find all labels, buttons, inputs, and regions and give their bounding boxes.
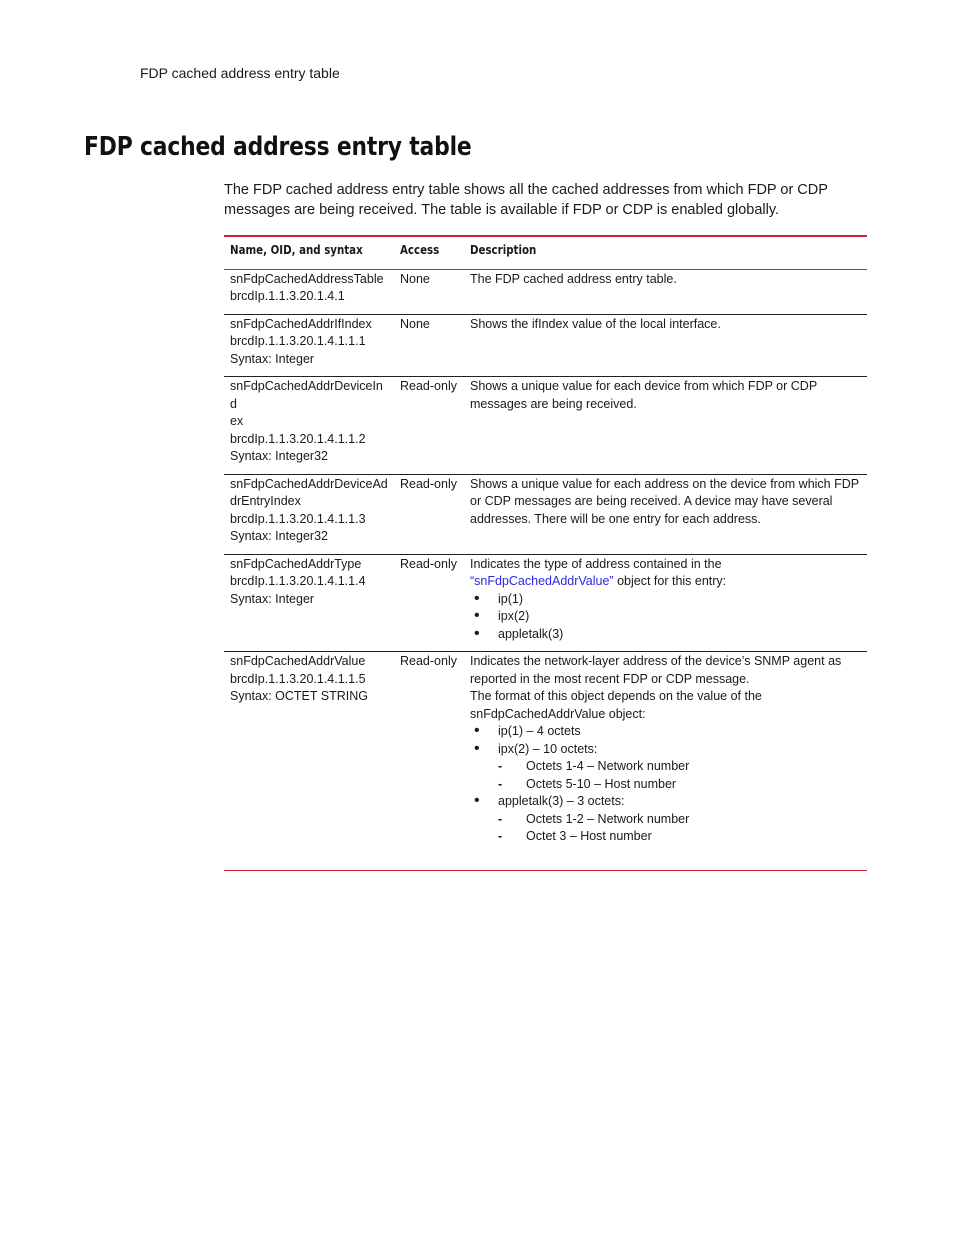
sub-list-item: - Octets 5-10 – Host number [498, 776, 861, 794]
access-cell: Read-only [394, 474, 464, 554]
description-text: “snFdpCachedAddrValue” object for this entry: [470, 574, 727, 588]
object-name: snFdpCachedAddrType [230, 556, 362, 571]
description-text: Indicates the type of address contained in the [470, 556, 722, 571]
table-row [224, 269, 867, 314]
sub-list-item: - Octets 1-4 – Network number [498, 758, 861, 776]
object-syntax: Syntax: OCTET STRING [230, 689, 368, 703]
name-cell [224, 377, 394, 475]
list-item: • appletalk(3) – 3 octets: - Octets 1-2 – Network number - Octet 3 – Host number [470, 793, 861, 846]
description-cell: The FDP cached address entry table. [464, 269, 867, 314]
object-name: snFdpCachedAddrDeviceInd [230, 379, 383, 411]
name-cell [224, 314, 394, 377]
description-text: Indicates the network-layer address of the device’s SNMP agent as reported in the most recent FDP or CDP message. [470, 654, 842, 686]
sub-list [498, 758, 861, 793]
object-name-continued: ex [230, 414, 244, 428]
description-text: The format of this object depends on the value of the snFdpCachedAddrValue object: [470, 689, 762, 721]
object-syntax: Syntax: Integer [230, 351, 315, 366]
column-header-access: Access [394, 236, 464, 269]
object-name: snFdpCachedAddrDeviceAd [230, 476, 388, 491]
name-cell [224, 474, 394, 554]
sub-list-item: - Octets 1-2 – Network number [498, 811, 861, 829]
table-header-row [224, 236, 867, 269]
object-oid: brcdIp.1.1.3.20.1.4.1.1.3 [230, 511, 366, 526]
object-oid: brcdIp.1.1.3.20.1.4.1.1.5 [230, 671, 366, 686]
access-cell: Read-only [394, 554, 464, 652]
name-cell [224, 652, 394, 871]
name-cell [224, 554, 394, 652]
object-syntax: Syntax: Integer [230, 591, 315, 606]
description-cell [464, 554, 867, 652]
sub-list [498, 811, 861, 846]
fdp-cached-address-table [224, 235, 867, 871]
table-row [224, 314, 867, 377]
object-oid: brcdIp.1.1.3.20.1.4.1.1.2 [230, 431, 366, 446]
description-cell: Shows a unique value for each address on the device from which FDP or CDP messages are being received. A device may have several addresses. There will be one entry for each address. [464, 474, 867, 554]
cross-reference-link[interactable]: “snFdpCachedAddrValue” [470, 574, 614, 588]
bullet-list [470, 723, 861, 846]
description-cell: Shows a unique value for each device from which FDP or CDP messages are being received. [464, 377, 867, 475]
list-item: • ip(1) [470, 591, 861, 609]
table-row [224, 554, 867, 652]
description-cell: Shows the ifIndex value of the local interface. [464, 314, 867, 377]
list-item: • ipx(2) [470, 608, 861, 626]
table-row [224, 377, 867, 475]
column-header-description: Description [464, 236, 867, 269]
description-cell [464, 652, 867, 871]
object-name-continued: drEntryIndex [230, 494, 301, 508]
object-oid: brcdIp.1.1.3.20.1.4.1.1.1 [230, 334, 366, 348]
list-item: • appletalk(3) [470, 626, 861, 644]
bullet-list [470, 591, 861, 644]
object-oid: brcdIp.1.1.3.20.1.4.1 [230, 289, 345, 303]
page-title: FDP cached address entry table [84, 132, 472, 162]
object-oid: brcdIp.1.1.3.20.1.4.1.1.4 [230, 574, 366, 588]
list-item: • ipx(2) – 10 octets: - Octets 1-4 – Network number - Octets 5-10 – Host number [470, 741, 861, 794]
table-row [224, 474, 867, 554]
table-row [224, 652, 867, 871]
object-syntax: Syntax: Integer32 [230, 529, 328, 543]
column-header-name: Name, OID, and syntax [224, 236, 394, 269]
intro-paragraph: The FDP cached address entry table shows all the cached addresses from which FDP or CDP messages are being received. The table is available if FDP or CDP is enabled globally. [224, 182, 828, 218]
access-cell: Read-only [400, 654, 457, 668]
running-header: FDP cached address entry table [140, 65, 340, 81]
object-name: snFdpCachedAddrValue [230, 654, 366, 668]
access-cell: Read-only [394, 377, 464, 475]
sub-list-item: - Octet 3 – Host number [498, 828, 861, 846]
list-item: • ip(1) – 4 octets [470, 723, 861, 741]
object-name: snFdpCachedAddrIfIndex [230, 316, 372, 331]
object-name: snFdpCachedAddressTable [230, 271, 384, 286]
access-cell: None [394, 269, 464, 314]
name-cell [224, 269, 394, 314]
access-cell: None [394, 314, 464, 377]
object-syntax: Syntax: Integer32 [230, 449, 328, 463]
